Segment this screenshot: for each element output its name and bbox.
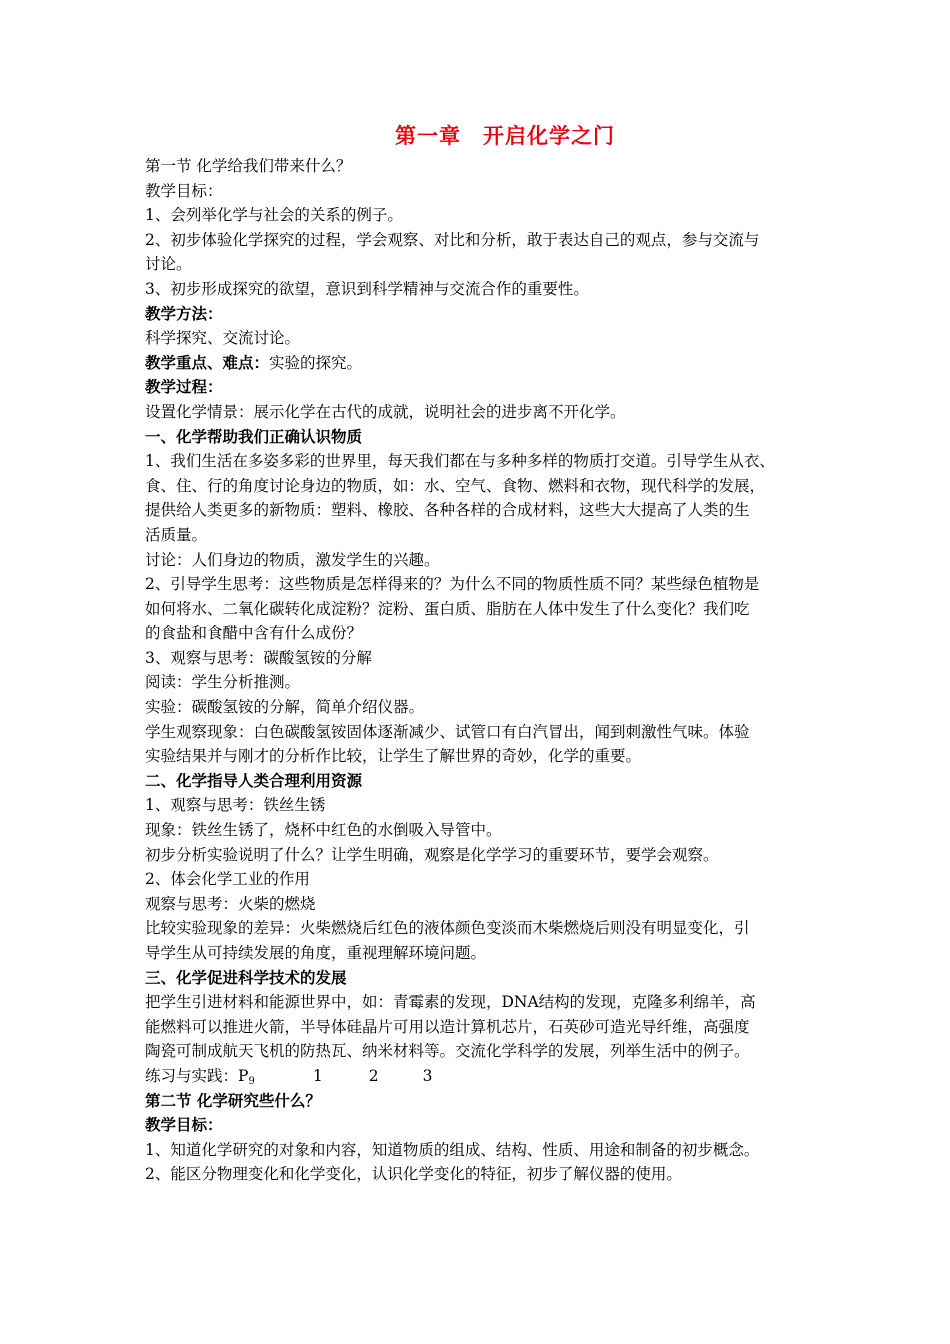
goal-item: 1、会列举化学与社会的关系的例子。 (145, 206, 403, 225)
teaching-goals-label: 教学目标： (145, 181, 223, 200)
paragraph-line: 如何将水、二氧化碳转化成淀粉？淀粉、蛋白质、脂肪在人体中发生了什么变化？我们吃 (145, 599, 750, 618)
practice-line (145, 1064, 825, 1089)
practice-item: 2 (368, 1066, 379, 1085)
paragraph-line: 陶瓷可制成航天飞机的防热瓦、纳米材料等。交流化学科学的发展，列举生活中的例子。 (145, 1042, 750, 1061)
paragraph-line: 比较实验现象的差异：火柴燃烧后红色的液体颜色变淡而木柴燃烧后则没有明显变化，引 (145, 919, 750, 938)
paragraph-line: 3、观察与思考：碳酸氢铵的分解 (145, 648, 372, 667)
paragraph-line: 学生观察现象：白色碳酸氢铵固体逐渐减少、试管口有白汽冒出，闻到刺激性气味。体验 (145, 722, 750, 741)
paragraph-line: 食、住、行的角度讨论身边的物质，如：水、空气、食物、燃料和衣物，现代科学的发展， (145, 476, 766, 495)
paragraph-line: 1、观察与思考：铁丝生锈 (145, 796, 326, 815)
paragraph-line: 讨论：人们身边的物质，激发学生的兴趣。 (145, 550, 440, 569)
paragraph-line: 活质量。 (145, 525, 208, 544)
key-points-line (145, 351, 825, 376)
section-heading: 第一节 化学给我们带来什么？ (145, 157, 352, 175)
key-points-text: 实验的探究。 (269, 353, 363, 372)
paragraph-line: 阅读：学生分析推测。 (145, 673, 301, 692)
practice-item: 3 (422, 1066, 433, 1085)
goal-item: 2、能区分物理变化和化学变化，认识化学变化的特征，初步了解仪器的使用。 (145, 1165, 682, 1184)
paragraph-line: 导学生从可持续发展的角度，重视理解环境问题。 (145, 944, 487, 962)
section-heading-2: 第二节 化学研究些什么？ (145, 1091, 321, 1110)
paragraph-line: 2、引导学生思考：这些物质是怎样得来的？为什么不同的物质性质不同？某些绿色植物是 (145, 575, 760, 594)
practice-page-number: 9 (248, 1075, 255, 1087)
part-heading-2: 二、化学指导人类合理利用资源 (145, 771, 363, 790)
part-heading-1: 一、化学帮助我们正确认识物质 (145, 427, 363, 446)
paragraph-line: 观察与思考：火柴的燃烧 (145, 894, 316, 913)
paragraph-line: 把学生引进材料和能源世界中，如：青霉素的发现，DNA结构的发现，克隆多利绵羊，高 (145, 993, 756, 1012)
teaching-goals-label-2: 教学目标： (145, 1116, 223, 1135)
goal-item-continued: 讨论。 (145, 255, 192, 274)
paragraph-line: 提供给人类更多的新物质：塑料、橡胶、各种各样的合成材料，这些大大提高了人类的生 (145, 501, 750, 520)
paragraph-line: 能燃料可以推进火箭，半导体硅晶片可用以造计算机芯片，石英砂可造光导纤维，高强度 (145, 1017, 750, 1036)
goal-item: 1、知道化学研究的对象和内容，知道物质的组成、结构、性质、用途和制备的初步概念。 (145, 1140, 760, 1159)
paragraph-line: 的食盐和食醋中含有什么成份？ (145, 624, 363, 643)
paragraph-line: 实验结果并与刚才的分析作比较，让学生了解世界的奇妙，化学的重要。 (145, 747, 642, 766)
goal-item: 3、初步形成探究的欲望，意识到科学精神与交流合作的重要性。 (145, 279, 589, 298)
paragraph-line: 现象：铁丝生锈了，烧杯中红色的水倒吸入导管中。 (145, 821, 502, 840)
document-page (145, 118, 825, 1187)
part-heading-3: 三、化学促进科学技术的发展 (145, 968, 347, 987)
teaching-method-text: 科学探究、交流讨论。 (145, 329, 301, 348)
paragraph-line: 初步分析实验说明了什么？让学生明确，观察是化学学习的重要环节，要学会观察。 (145, 845, 719, 864)
paragraph-line: 设置化学情景：展示化学在古代的成就，说明社会的进步离不开化学。 (145, 402, 626, 421)
paragraph-line: 1、我们生活在多姿多彩的世界里，每天我们都在与多种多样的物质打交道。引导学生从衣、 (145, 452, 775, 471)
practice-label: 练习与实践：P (145, 1066, 249, 1085)
goal-item: 2、初步体验化学探究的过程，学会观察、对比和分析，敢于表达自己的观点，参与交流与 (145, 230, 760, 249)
chapter-title: 第一章 开启化学之门 (395, 124, 615, 148)
teaching-process-label: 教学过程： (145, 378, 223, 397)
practice-item: 1 (312, 1066, 323, 1085)
paragraph-line: 2、体会化学工业的作用 (145, 870, 310, 889)
paragraph-line: 实验：碳酸氢铵的分解，简单介绍仪器。 (145, 698, 425, 717)
key-points-label: 教学重点、难点： (145, 353, 270, 372)
teaching-method-label: 教学方法： (145, 304, 223, 323)
